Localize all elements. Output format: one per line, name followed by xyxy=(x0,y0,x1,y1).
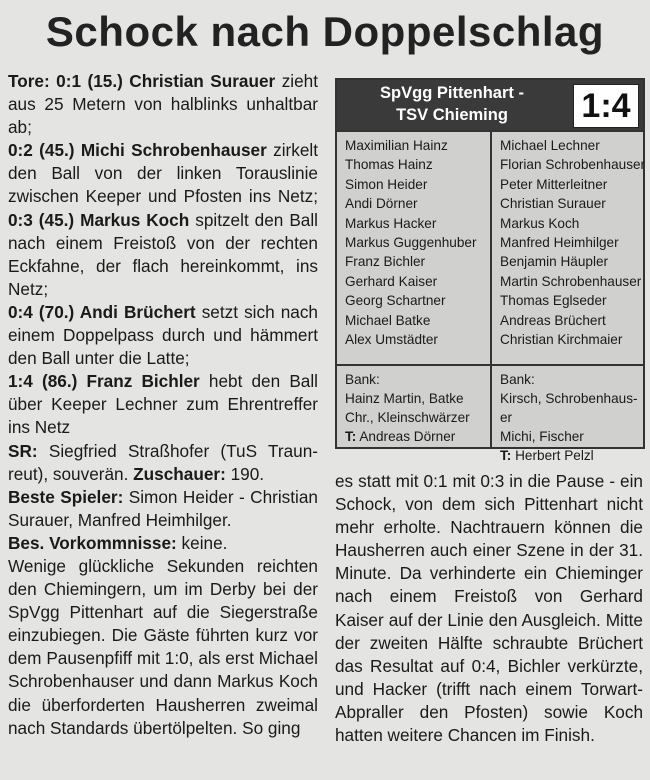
home-bench xyxy=(345,370,490,446)
match-teams xyxy=(337,82,567,126)
player-name: Franz Bichler xyxy=(345,254,426,270)
player-name: Christian Kirchmaier xyxy=(500,332,623,348)
player-name: Peter Mitterleitner xyxy=(500,176,608,192)
away-trainer xyxy=(500,446,645,465)
text-run: setzt sich nach einem Doppelpass durch und hämmert den Ball unter die Latte; xyxy=(8,301,318,369)
text-run: keine. xyxy=(176,532,228,553)
home-trainer xyxy=(345,427,490,446)
text-run: Siegfried Straßhofer (TuS Traunreut), souverän. xyxy=(8,440,318,484)
player-name: Georg Schartner xyxy=(345,293,446,309)
away-trainer-label: T: xyxy=(500,448,512,463)
bold-run: SR: xyxy=(8,440,38,461)
headline: Schock nach Doppelschlag xyxy=(45,8,605,55)
player-name: Markus Hacker xyxy=(345,215,437,231)
home-bench-line: Hainz Martin, Batke xyxy=(345,391,464,406)
bold-run: 0:2 (45.) Michi Schrobenhauser xyxy=(8,140,267,161)
player-name: Christian Surauer xyxy=(500,196,606,212)
bench-divider xyxy=(337,364,643,366)
text-run: Simon Heider - Christian Surauer, Manfred Heimhilger. xyxy=(8,486,318,530)
player-name: Andreas Brüchert xyxy=(500,312,606,328)
article-paragraph xyxy=(8,139,318,301)
player-name: Markus Koch xyxy=(500,215,580,231)
bold-run: 0:3 (45.) Markus Koch xyxy=(8,209,190,230)
home-lineup xyxy=(345,136,476,349)
text-run: zirkelt den Ball von der linken Torauslinie zwischen Keeper und Pfosten ins Netz; xyxy=(8,140,318,207)
bold-run: Beste Spieler: xyxy=(8,486,124,507)
article-paragraph xyxy=(8,486,318,532)
away-bench xyxy=(500,370,645,465)
player-name: Thomas Eglseder xyxy=(500,293,607,309)
bold-run: 1:4 (86.) Franz Bichler xyxy=(8,371,200,392)
player-name: Martin Schrobenhauser xyxy=(500,273,642,289)
player-name: Michael Lechner xyxy=(500,138,600,153)
home-team: SpVgg Pittenhart - xyxy=(380,84,524,102)
header-divider xyxy=(337,130,643,132)
player-name: Florian Schrobenhauser xyxy=(500,157,646,173)
player-name: Markus Guggenhuber xyxy=(345,235,477,251)
bold-run: 0:4 (70.) Andi Brüchert xyxy=(8,301,196,322)
article-paragraph xyxy=(8,532,318,555)
article-paragraph xyxy=(8,555,318,740)
article-left-column xyxy=(8,70,318,740)
player-name: Gerhard Kaiser xyxy=(345,273,438,289)
article-paragraph xyxy=(8,440,318,486)
home-bench-line: Chr., Kleinschwärzer xyxy=(345,410,470,425)
away-bench-label: Bank: xyxy=(500,372,535,387)
player-name: Andi Dörner xyxy=(345,196,418,212)
player-name: Maximilian Hainz xyxy=(345,138,448,153)
home-trainer-label: T: xyxy=(345,429,357,444)
bold-run: Zuschauer: xyxy=(133,463,226,484)
match-header xyxy=(337,80,643,130)
home-bench-label: Bank: xyxy=(345,372,380,387)
player-name: Alex Umstädter xyxy=(345,332,438,348)
article-right-column xyxy=(335,470,643,747)
player-name: Manfred Heimhilger xyxy=(500,235,619,251)
text-run: zieht aus 25 Metern von halblinks unhaltbar ab; xyxy=(8,71,318,138)
away-lineup xyxy=(500,136,645,349)
player-name: Benjamin Häupler xyxy=(500,254,609,270)
article-paragraph xyxy=(8,301,318,370)
article-paragraph: es statt mit 0:1 mit 0:3 in die Pause - ein Schock, von dem sich Pittenhart nicht mehr erholte. Nachtrauern können die Hausherren auch einer Szene in der 31. Minute. Da verhinderte ein Chieminger nach einem Freistoß von Gerhard Kaiser auf der Linie den Ausgleich. Mitte der zweiten Hälfte schraubte Brüchert das Resultat auf 0:4, Bichler verkürzte, und Hacker (trifft nach einem Torwart-Abpraller den Pfosten) sowie Koch hatten weitere Chancen im Finish. xyxy=(335,471,643,746)
bold-run: Tore: 0:1 (15.) Christian Surauer xyxy=(8,71,276,91)
away-bench-line: Michi, Fischer xyxy=(500,429,584,444)
article-paragraph xyxy=(8,370,318,439)
away-trainer-name: Herbert Pelzl xyxy=(511,448,594,463)
text-run: spitzelt den Ball nach einem Freistoß von der rechten Eckfahne, der flach hereinkommt, ins Netz; xyxy=(8,209,318,299)
player-name: Simon Heider xyxy=(345,176,428,192)
bold-run: Bes. Vorkommnisse: xyxy=(8,532,177,553)
article-paragraph xyxy=(8,70,318,139)
text-run: hebt den Ball über Keeper Lechner zum Ehrentreffer ins Netz xyxy=(8,371,318,438)
text-run: Wenige glückliche Sekunden reichten den Chiemingern, um im Derby bei der SpVgg Pittenhart auf die Siegerstraße einzubiegen. Die Gäste führten kurz vor dem Pausenpfiff mit 1:0, als erst Michael Schrobenhauser und dann Markus Koch die überforderten Hausherren zweimal nach Standards übertölpelten. So ging xyxy=(8,555,318,738)
text-run: 190. xyxy=(225,463,265,484)
player-name: Michael Batke xyxy=(345,312,431,328)
away-team: TSV Chieming xyxy=(396,106,508,124)
match-info-box xyxy=(335,78,646,463)
away-bench-line: Kirsch, Schrobenhauser xyxy=(500,391,638,425)
player-name: Thomas Hainz xyxy=(345,157,433,173)
match-score: 1:4 xyxy=(573,84,639,128)
home-trainer-name: Andreas Dörner xyxy=(356,429,456,444)
column-divider xyxy=(490,130,492,447)
